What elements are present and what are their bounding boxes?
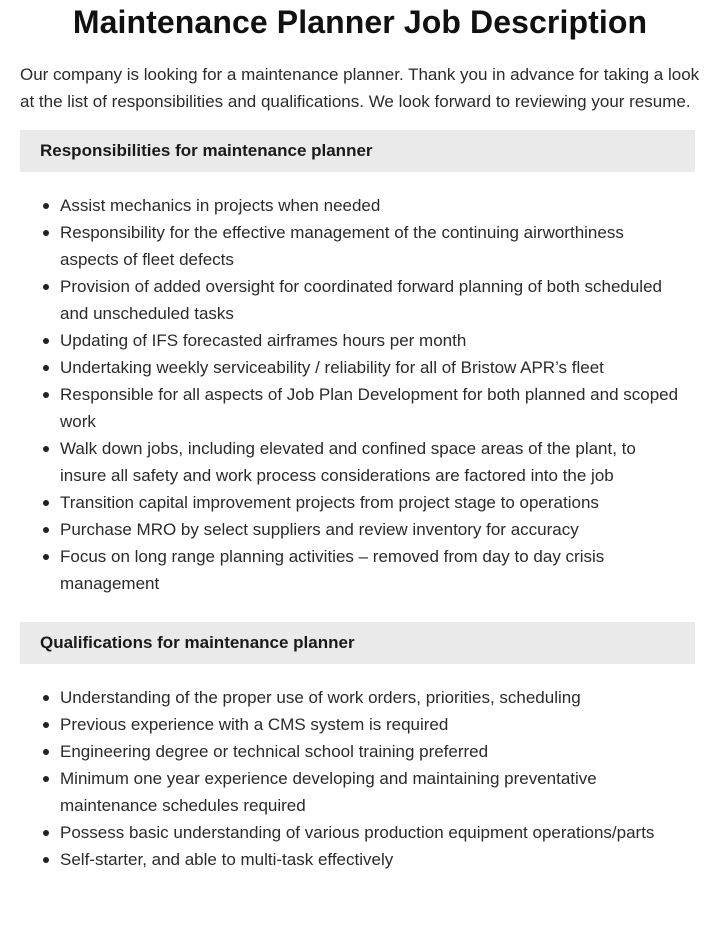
list-item-text: Responsible for all aspects of Job Plan Development for both planned and scoped work (60, 385, 679, 431)
bullet-icon (43, 830, 49, 836)
list-item-text: Updating of IFS forecasted airframes hours per month (60, 331, 467, 350)
list-item (60, 819, 680, 846)
bullet-icon (43, 338, 49, 344)
list-item-text: Understanding of the proper use of work orders, priorities, scheduling (60, 688, 581, 707)
list-item-text: Self-starter, and able to multi-task effectively (60, 850, 394, 869)
bullet-icon (43, 857, 49, 863)
list-item-text: Transition capital improvement projects from project stage to operations (60, 493, 599, 512)
list-item (60, 273, 680, 327)
bullet-icon (43, 365, 49, 371)
list-item-text: Responsibility for the effective management of the continuing airworthiness aspects of fleet defects (60, 223, 624, 269)
list-item-text: Purchase MRO by select suppliers and review inventory for accuracy (60, 520, 579, 539)
list-item-text: Engineering degree or technical school training preferred (60, 742, 489, 761)
bullet-icon (43, 230, 49, 236)
bullet-icon (43, 554, 49, 560)
list-item-text: Focus on long range planning activities – removed from day to day crisis management (60, 547, 605, 593)
list-item (60, 327, 680, 354)
list-item-text: Provision of added oversight for coordinated forward planning of both scheduled and unscheduled tasks (60, 277, 662, 323)
responsibilities-heading: Responsibilities for maintenance planner (20, 130, 695, 172)
page-title: Maintenance Planner Job Description (72, 4, 648, 40)
list-item (60, 684, 680, 711)
qualifications-heading: Qualifications for maintenance planner (20, 622, 695, 664)
section-divider (0, 597, 720, 607)
list-item-text: Possess basic understanding of various production equipment operations/parts (60, 823, 655, 842)
qualifications-list (0, 684, 720, 873)
bullet-icon (43, 284, 49, 290)
list-item (60, 846, 680, 873)
list-item (60, 711, 680, 738)
bullet-icon (43, 695, 49, 701)
intro-paragraph: Our company is looking for a maintenance planner. Thank you in advance for taking a look at the list of responsibilities and qualifications. We look forward to reviewing your resume. (20, 65, 700, 111)
list-item (60, 489, 680, 516)
bullet-icon (43, 722, 49, 728)
responsibilities-list (0, 192, 720, 597)
bullet-icon (43, 203, 49, 209)
list-item (60, 765, 680, 819)
bullet-icon (43, 392, 49, 398)
list-item (60, 516, 680, 543)
list-item (60, 543, 680, 597)
list-item (60, 435, 680, 489)
list-item (60, 192, 680, 219)
list-item-text: Assist mechanics in projects when needed (60, 196, 381, 215)
bullet-icon (43, 749, 49, 755)
bullet-icon (43, 527, 49, 533)
list-item (60, 354, 680, 381)
list-item-text: Walk down jobs, including elevated and confined space areas of the plant, to insure all safety and work process considerations are factored into the job (60, 439, 636, 485)
bullet-icon (43, 776, 49, 782)
list-item (60, 738, 680, 765)
list-item-text: Minimum one year experience developing and maintaining preventative maintenance schedules required (60, 769, 597, 815)
list-item-text: Undertaking weekly serviceability / reliability for all of Bristow APR’s fleet (60, 358, 604, 377)
bullet-icon (43, 446, 49, 452)
list-item (60, 219, 680, 273)
bullet-icon (43, 500, 49, 506)
list-item (60, 381, 680, 435)
list-item-text: Previous experience with a CMS system is required (60, 715, 449, 734)
